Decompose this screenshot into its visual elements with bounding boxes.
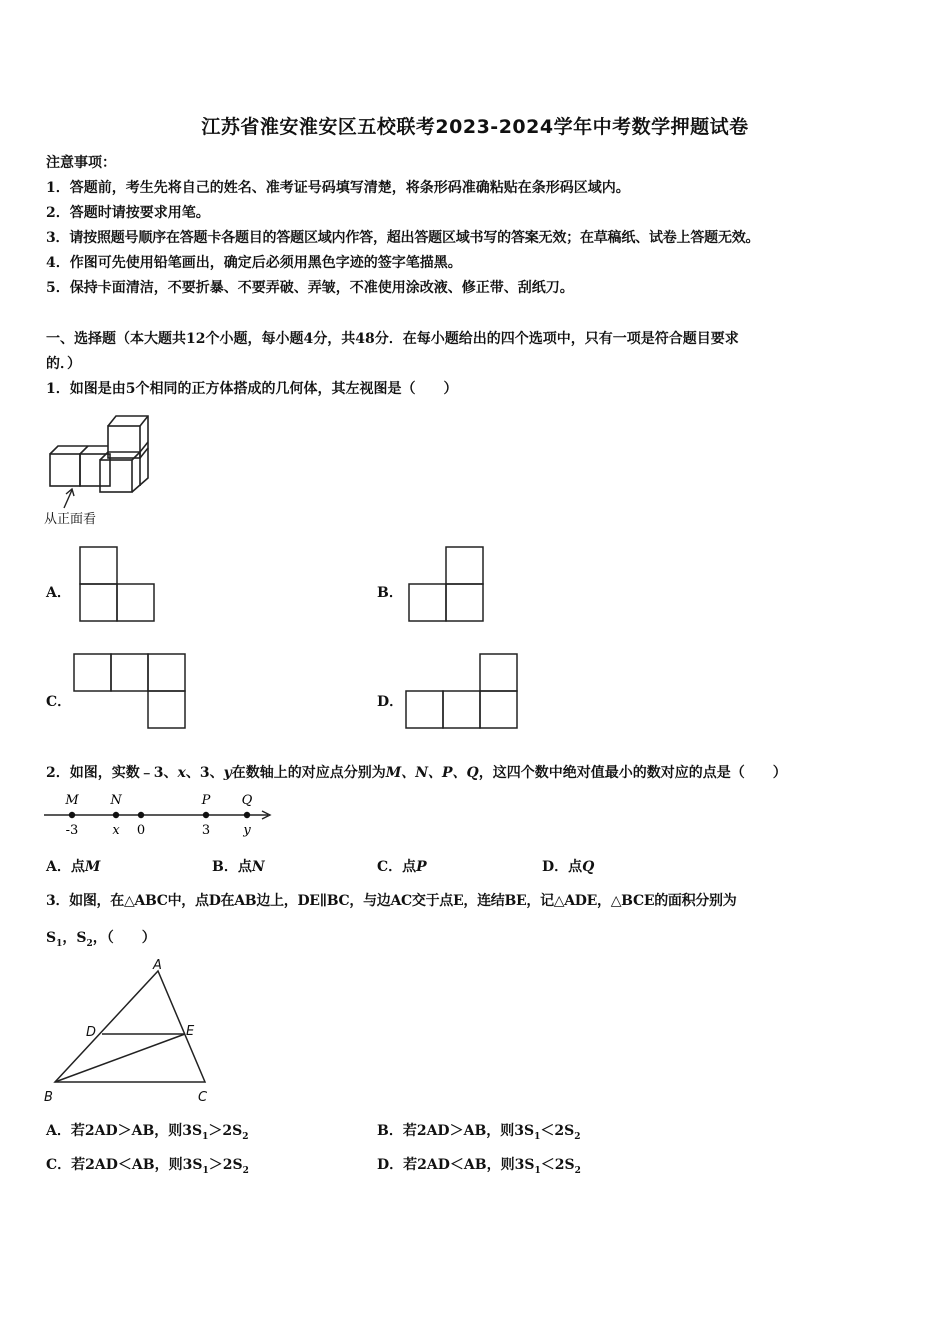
q3-opt-sub: 1 (202, 1131, 209, 1142)
q3-opt-sub: 1 (534, 1131, 541, 1142)
q3-opt-sub: 2 (242, 1131, 249, 1142)
q1-option-b-label[interactable]: B． (377, 585, 403, 601)
cube-face (108, 426, 140, 458)
axis-value-label: y (243, 823, 251, 838)
label-e: E (186, 1024, 195, 1039)
q3-opt-text: A．若2AD＞AB，则3S (46, 1123, 203, 1139)
q3-opt-text: B．若2AD＞AB，则3S (377, 1123, 535, 1139)
page-title: 江苏省淮安淮安区五校联考2023-2024学年中考数学押题试卷 (201, 116, 749, 138)
q1-option-a-figure[interactable] (79, 546, 157, 622)
q3-opt-text: C．若2AD＜AB，则3S (46, 1157, 203, 1173)
q3-opt-sub: 2 (574, 1131, 581, 1142)
q3-opt-sub: 2 (574, 1165, 581, 1176)
note-item: 5．保持卡面清洁，不要折暴、不要弄破、弄皱，不准使用涂改液、修正带、刮纸刀。 (46, 280, 574, 296)
q2-stem-mid: 在数轴上的对应点分别为 (231, 765, 386, 781)
q1-option-c-figure[interactable] (73, 653, 187, 729)
triangle-abc (55, 971, 205, 1082)
label-b: B (44, 1090, 53, 1105)
q3-option-b[interactable] (377, 1120, 581, 1142)
axis-value-label: 0 (136, 823, 146, 838)
q2-option-a[interactable] (46, 856, 100, 876)
q3-stem-cont (46, 927, 156, 949)
q2-var-x: x (177, 765, 186, 781)
cube-edge (80, 446, 88, 454)
q2-option-point: M (84, 859, 101, 875)
q2-option-label: C．点 (377, 859, 417, 875)
axis-point-dot (113, 812, 119, 818)
q2-option-point: P (416, 859, 427, 875)
q1-stem: 1．如图是由5个相同的正方体搭成的几何体，其左视图是（ ） (46, 381, 458, 397)
q1-option-c-label[interactable]: C． (46, 694, 72, 710)
q2-option-point: N (251, 859, 265, 875)
q2-stem (46, 762, 787, 782)
cube-face (80, 454, 110, 486)
q3-opt-text: D．若2AD＜AB，则3S (377, 1157, 535, 1173)
axis-point-label: M (65, 793, 79, 808)
q3-option-c[interactable] (46, 1154, 249, 1176)
notes-heading: 注意事项： (46, 155, 116, 171)
q2-option-label: B．点 (212, 859, 252, 875)
q3-option-a[interactable] (46, 1120, 249, 1142)
axis-origin-dot (138, 812, 144, 818)
q2-var-y: y (223, 765, 232, 781)
q3-opt-text: ＞2S (208, 1123, 243, 1139)
q1-option-d-figure[interactable] (405, 653, 519, 729)
q1-option-a-label[interactable]: A． (46, 585, 71, 601)
q3-opt-text: ＜2S (540, 1123, 575, 1139)
q3-opt-text: ＞2S (208, 1157, 243, 1173)
q2-number-line (44, 788, 274, 840)
axis-point-dot (244, 812, 250, 818)
q2-points: M、N、P、Q (385, 765, 479, 781)
cube-face (50, 454, 80, 486)
q3-opt-text: ＜2S (540, 1157, 575, 1173)
note-item: 1．答题前，考生先将自己的姓名、准考证号码填写清楚，将条形码准确粘贴在条形码区域内。 (46, 180, 630, 196)
cube-face (100, 460, 132, 492)
q1-figure-caption: 从正面看 (44, 512, 97, 527)
note-item: 2．答题时请按要求用笔。 (46, 205, 210, 221)
q1-option-b-figure[interactable] (408, 546, 486, 622)
label-a: A (153, 958, 162, 973)
q3-sub: 2 (86, 938, 93, 949)
q2-sep: 、3、 (185, 765, 224, 781)
axis-point-label: Q (241, 793, 253, 808)
q2-option-label: A．点 (46, 859, 85, 875)
q3-sub: 1 (56, 938, 63, 949)
segment-be (55, 1034, 185, 1082)
q3-opt-sub: 1 (534, 1165, 541, 1176)
axis-point-dot (69, 812, 75, 818)
cube-edge (140, 416, 148, 426)
axis-point-dot (203, 812, 209, 818)
q1-option-d-label[interactable]: D． (377, 694, 404, 710)
label-c: C (198, 1090, 208, 1105)
arrow-icon (64, 489, 74, 508)
q3-sep: ，S (62, 930, 87, 946)
q3-stem: 3．如图，在△ABC中，点D在AB边上，DE∥BC，与边AC交于点E，连结BE，记△ADE，△BCE的面积分别为 (46, 893, 737, 909)
axis-point-label: N (110, 793, 122, 808)
section-heading-cont: 的．） (46, 356, 81, 372)
q2-option-point: Q (582, 859, 595, 875)
q3-option-d[interactable] (377, 1154, 581, 1176)
note-item: 3．请按照题号顺序在答题卡各题目的答题区域内作答，超出答题区域书写的答案无效；在草稿纸、试卷上答题无效。 (46, 230, 760, 246)
q2-stem-suffix: ，这四个数中绝对值最小的数对应的点是（ ） (478, 765, 787, 781)
axis-value-label: -3 (65, 823, 79, 838)
q2-stem-prefix: 2．如图，实数﹣3、 (46, 765, 178, 781)
section-heading: 一、选择题（本大题共12个小题，每小题4分，共48分．在每小题给出的四个选项中，只有一项是符合题目要求 (46, 331, 739, 347)
q3-s: S (46, 930, 57, 946)
label-d: D (86, 1025, 97, 1040)
axis-value-label: x (112, 823, 120, 838)
q3-opt-sub: 2 (242, 1165, 249, 1176)
q2-option-b[interactable] (212, 856, 265, 876)
q2-option-c[interactable] (377, 856, 427, 876)
q3-triangle-figure (40, 955, 220, 1107)
cube-edge (50, 446, 108, 454)
q3-opt-sub: 1 (202, 1165, 209, 1176)
axis-value-label: 3 (201, 823, 211, 838)
axis-point-label: P (201, 793, 211, 808)
note-item: 4．作图可先使用铅笔画出，确定后必须用黑色字迹的签字笔描黑。 (46, 255, 462, 271)
q2-option-d[interactable] (542, 856, 594, 876)
q2-option-label: D．点 (542, 859, 583, 875)
q3-end: ，（ ） (92, 930, 156, 946)
